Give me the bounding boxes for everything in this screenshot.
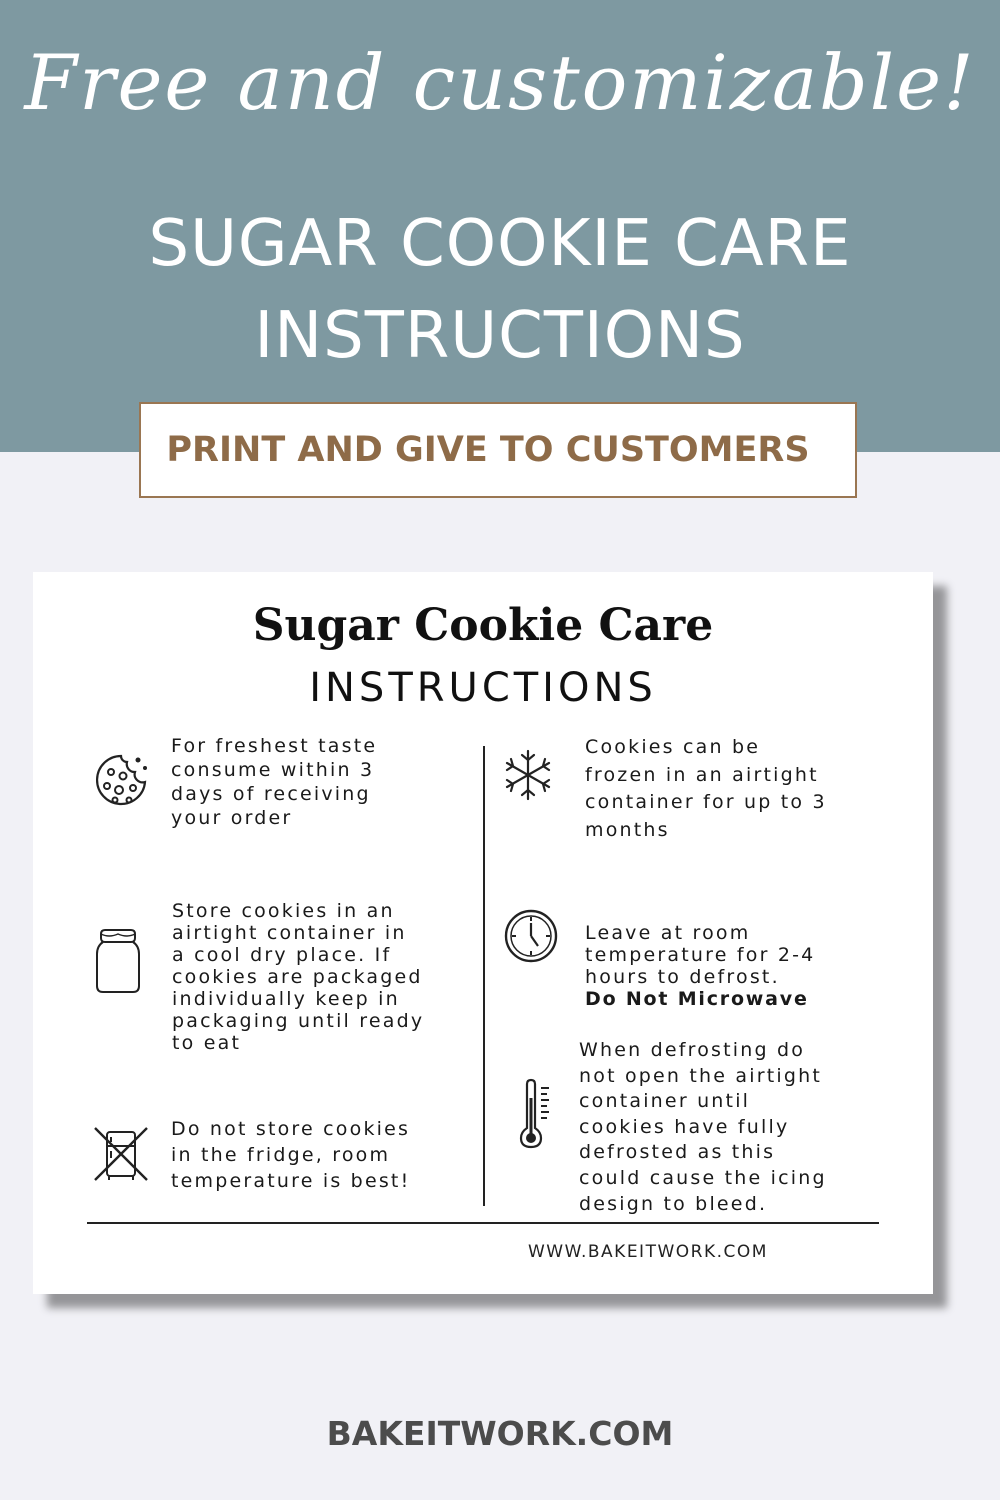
main-title-line1: SUGAR COOKIE CARE (148, 207, 852, 281)
main-title (0, 198, 1000, 382)
instruction-defrost-closed: When defrosting do not open the airtight container until cookies have fully defrosted as this could cause the icing design to bleed. (579, 1039, 827, 1215)
instruction-freeze: Cookies can be frozen in an airtight container for up to 3 months (585, 736, 827, 841)
banner-text: PRINT AND GIVE TO CUSTOMERS (166, 430, 810, 470)
do-not-microwave: Do Not Microwave (585, 988, 809, 1010)
snowflake-icon (501, 748, 555, 802)
instruction-defrost (585, 900, 815, 1032)
print-banner (139, 402, 857, 498)
main-title-line2: INSTRUCTIONS (254, 299, 746, 373)
instruction-storage: Store cookies in an airtight container in a cool dry place. If cookies are packaged individually keep in packaging until ready to eat (172, 900, 425, 1054)
cookie-icon (91, 750, 151, 810)
thermometer-icon (517, 1078, 557, 1150)
instruction-freshness: For freshest taste consume within 3 days of receiving your order (171, 735, 378, 829)
script-tagline: Free and customizable! (24, 38, 976, 127)
column-divider (483, 746, 485, 1206)
no-fridge-icon (91, 1124, 151, 1184)
clock-icon (503, 908, 559, 964)
card-title: Sugar Cookie Care (252, 600, 714, 651)
instruction-defrost-text: Leave at room temperature for 2-4 hours to defrost. (585, 922, 816, 988)
instruction-no-fridge: Do not store cookies in the fridge, room temperature is best! (171, 1118, 411, 1192)
care-card (33, 572, 933, 1294)
card-url: WWW.BAKEITWORK.COM (528, 1242, 768, 1262)
footer-url: BAKEITWORK.COM (326, 1414, 674, 1453)
card-subtitle: INSTRUCTIONS (309, 665, 657, 711)
jar-icon (93, 928, 143, 994)
footer-divider (87, 1222, 879, 1224)
